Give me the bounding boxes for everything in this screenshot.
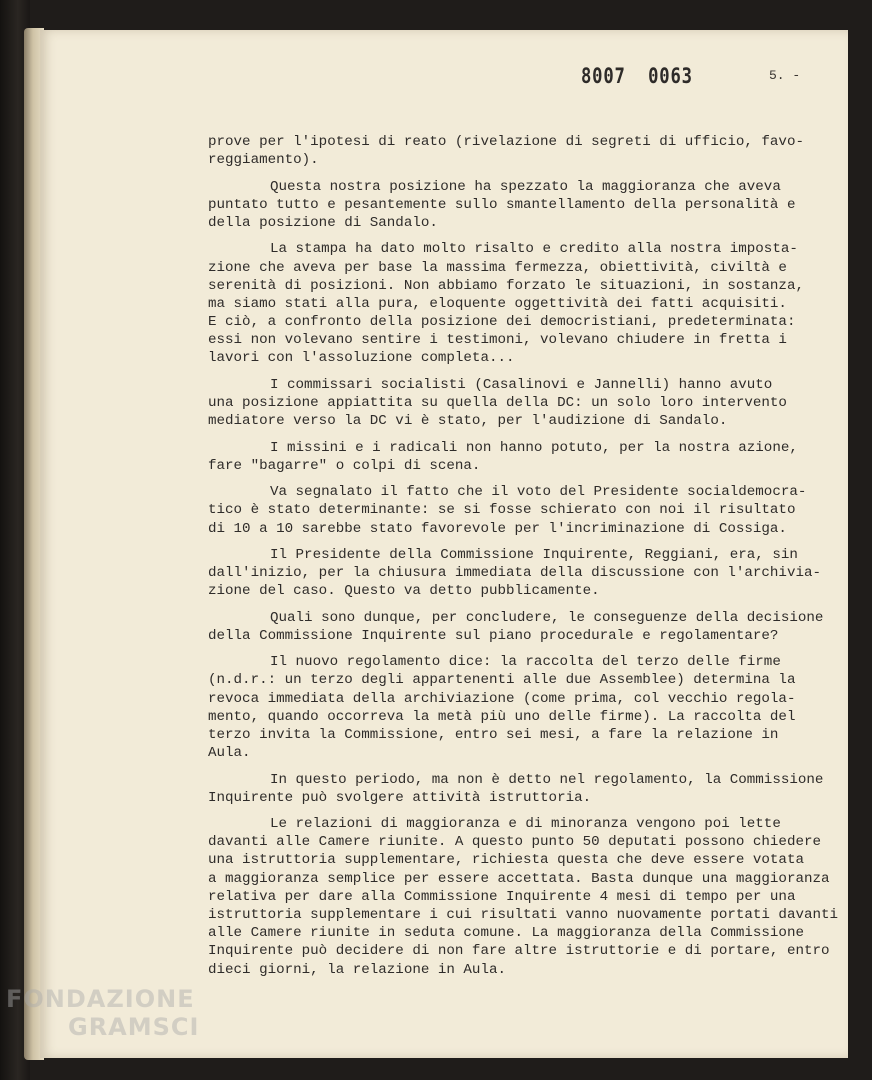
paragraph	[208, 240, 804, 367]
text-line: revoca immediata della archiviazione (come prima, col vecchio regola-	[208, 690, 796, 707]
text-line: serenità di posizioni. Non abbiamo forzato le situazioni, in sostanza,	[208, 277, 804, 294]
text-line: della Commissione Inquirente sul piano procedurale e regolamentare?	[208, 627, 779, 644]
paragraph	[208, 439, 798, 475]
text-line: davanti alle Camere riunite. A questo punto 50 deputati possono chiedere	[208, 834, 821, 851]
text-line: puntato tutto e pesantemente sullo smantellamento della personalità e	[208, 196, 796, 213]
text-line: prove per l'ipotesi di reato (rivelazione di segreti di ufficio, favo-	[208, 134, 804, 150]
text-line: mento, quando occorreva la metà più uno delle firme). La raccolta del	[208, 708, 796, 725]
text-line: ma siamo stati alla pura, eloquente oggettività dei fatti acquisiti.	[208, 295, 787, 312]
text-line: Aula.	[208, 745, 251, 762]
text-line: (n.d.r.: un terzo degli appartenenti alle due Assemblee) determina la	[208, 672, 796, 689]
paragraph	[208, 483, 807, 538]
paragraph	[208, 653, 796, 762]
text-line: una istruttoria supplementare, richiesta questa che deve essere votata	[208, 852, 804, 869]
paragraph	[208, 178, 796, 233]
text-line: Le relazioni di maggioranza e di minoranza vengono poi lette	[270, 816, 781, 833]
text-line: Inquirente può svolgere attività istruttoria.	[208, 789, 592, 806]
text-line: della posizione di Sandalo.	[208, 214, 438, 231]
text-line: dieci giorni, la relazione in Aula.	[208, 961, 506, 978]
text-line: I commissari socialisti (Casalinovi e Jannelli) hanno avuto	[270, 376, 773, 393]
paragraph	[208, 771, 824, 807]
text-line: a maggioranza semplice per essere accettata. Basta dunque una maggioranza	[208, 870, 830, 887]
text-line: I missini e i radicali non hanno potuto, per la nostra azione,	[270, 439, 798, 456]
text-line: tico è stato determinante: se si fosse schierato con noi il risultato	[208, 502, 796, 519]
text-line: reggiamento).	[208, 152, 319, 169]
text-line: La stampa ha dato molto risalto e credito alla nostra imposta-	[270, 241, 798, 258]
text-line: zione che aveva per base la massima fermezza, obiettività, civiltà e	[208, 259, 787, 276]
text-line: In questo periodo, ma non è detto nel regolamento, la Commissione	[270, 771, 824, 788]
text-line: essi non volevano sentire i testimoni, volevano chiudere in fretta i	[208, 332, 787, 349]
text-line: Questa nostra posizione ha spezzato la maggioranza che aveva	[270, 178, 781, 195]
text-line: mediatore verso la DC vi è stato, per l'audizione di Sandalo.	[208, 413, 728, 430]
archive-number: 8007 0063	[581, 64, 693, 88]
text-line: zione del caso. Questo va detto pubblicamente.	[208, 583, 600, 600]
text-line: Inquirente può decidere di non fare altre istruttorie e di portare, entro	[208, 943, 830, 960]
text-line: fare "bagarre" o colpi di scena.	[208, 457, 481, 474]
watermark-logo	[6, 985, 226, 1041]
paragraph	[208, 376, 788, 431]
text-line: relativa per dare alla Commissione Inquirente 4 mesi di tempo per una	[208, 888, 796, 905]
text-line: Quali sono dunque, per concludere, le conseguenze della decisione	[270, 609, 824, 626]
text-line: terzo invita la Commissione, entro sei mesi, a fare la relazione in	[208, 726, 779, 743]
text-line: alle Camere riunite in seduta comune. La maggioranza della Commissione	[208, 925, 804, 942]
watermark-line-1: FONDAZIONE	[6, 985, 195, 1013]
page-number: 5. -	[769, 68, 801, 83]
text-line: una posizione appiattita su quella della DC: un solo loro intervento	[208, 395, 787, 411]
paragraph	[208, 546, 821, 601]
text-line: dall'inizio, per la chiusura immediata della discussione con l'archivia-	[208, 565, 821, 582]
text-line: di 10 a 10 sarebbe stato favorevole per l'incriminazione di Cossiga.	[208, 520, 787, 537]
document-body	[208, 133, 839, 987]
text-line: lavori con l'assoluzione completa...	[208, 350, 515, 367]
text-line: istruttoria supplementare i cui risultati vanno nuovamente portati davanti	[208, 907, 839, 923]
text-line: Il nuovo regolamento dice: la raccolta del terzo delle firme	[270, 654, 781, 671]
page-header	[40, 62, 848, 90]
paragraph	[208, 815, 839, 979]
paragraph	[208, 609, 824, 645]
watermark-line-2: GRAMSCI	[68, 1013, 200, 1041]
text-line: Il Presidente della Commissione Inquirente, Reggiani, era, sin	[270, 546, 798, 563]
text-line: Va segnalato il fatto che il voto del Presidente socialdemocra-	[270, 484, 807, 501]
text-line: E ciò, a confronto della posizione dei democristiani, predeterminata:	[208, 314, 796, 331]
paragraph	[208, 133, 804, 169]
